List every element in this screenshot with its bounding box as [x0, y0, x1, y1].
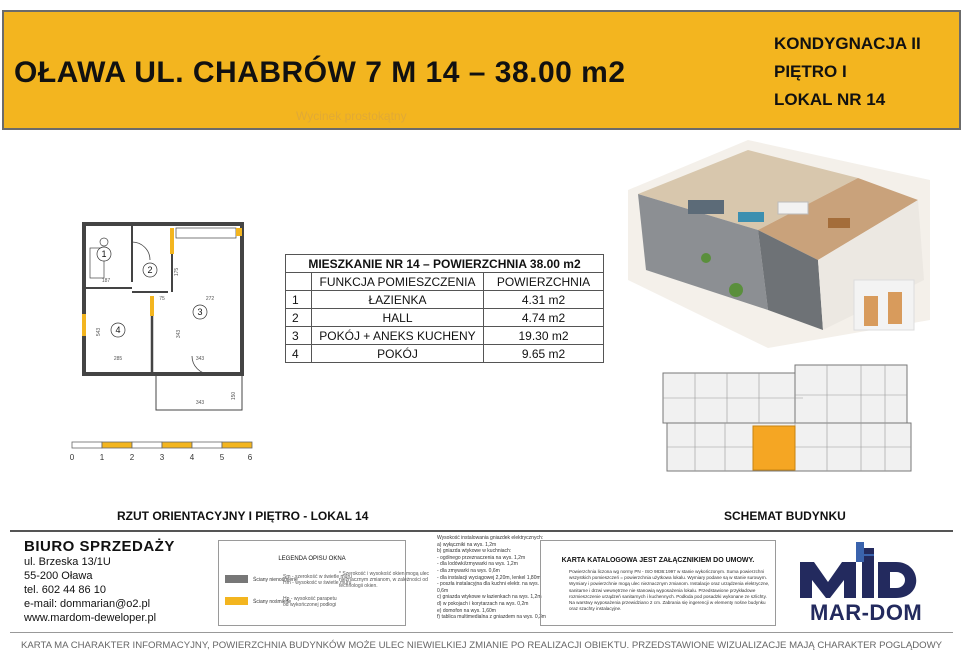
dimension-label: 150: [231, 391, 237, 401]
scale-label: 5: [219, 453, 225, 462]
office-street: ul. Brzeska 13/1U: [24, 556, 111, 568]
wall-swatch: [225, 575, 248, 583]
room-number-2: 2: [147, 265, 153, 275]
legend-note: Hm - wysokość w świetle muru: [283, 580, 352, 586]
floor-line-1: KONDYGNACJA II: [774, 34, 921, 53]
dimension-label: 543: [96, 327, 102, 337]
dimension-label: 187: [101, 278, 111, 284]
footer-divider: [10, 530, 953, 532]
scale-label: 1: [99, 453, 105, 462]
table-row: 2 HALL 4.74 m2: [286, 309, 604, 327]
info-body: Powierzchnia liczona wg normy PN - ISO 9836:1997 w stanie wykończonym. Suma powierzchni wszystkich pomieszczeń = powierzchnia użytkowa lokalu. Wymiary podane są w stanie surowym. Wymiary i powierzchnie mogą ulec nieznacznym zmianom. Instalacje oraz urządzenia elektryczne, sanitarne i drzwi wewnętrzne nie stanowią wyposażenia lokalu. Przedstawione przykładowe rozmieszczenie urządzeń sanitarnych i kuchennych. Podłoda pod posadzki wykonane ze szlichty. Na warstwy wyposażenia przewidziano 2 cm. Zabrania się ingerencji w elementy nośne budynku oraz szachty instalacyjne.: [569, 569, 770, 612]
installation-notes: Wysokość instalowania gniazdek elektrycznych: a) wyłączniki na wys. 1,2m b) gniazda wtykowe w kuchniach: - ogólnego przeznaczenia na wys. 1,2m - dla lodówki/zmywarki na wys. 1,2m - dla zmywarki na wys. 0,6m - dla instalacji wyciągowej 2,20m, lenkel 1,80m - poszła instalacyjna dla kuchni elektr. na wys. 0,6m c) gniazda wtykowe w łazienkach na wys. 1,2m d) w pokojach i korytarzach na wys. 0,2m e) domofon na wys. 1,60m f) tablica multimedialna z gniazdem na wys. 0,3m: [437, 535, 546, 621]
room-number-3: 3: [197, 307, 203, 317]
table-title: MIESZKANIE NR 14 – POWIERZCHNIA 38.00 m2: [286, 255, 604, 273]
window-legend: [218, 540, 430, 626]
plan-caption: RZUT ORIENTACYJNY I PIĘTRO - LOKAL 14: [117, 509, 369, 523]
dimension-label: 75: [159, 296, 165, 302]
sales-office: [24, 538, 175, 625]
table-header-num: [286, 273, 312, 291]
dimension-label: 272: [205, 296, 215, 302]
building-schema: [655, 363, 915, 483]
dimension-label: 343: [195, 400, 205, 406]
floor-line-2: PIĘTRO I: [774, 62, 847, 81]
office-city: 55-200 Oława: [24, 570, 93, 582]
scale-label: 0: [69, 453, 75, 462]
office-website[interactable]: www.mardom-deweloper.pl: [24, 612, 157, 624]
mar-dom-logo: [792, 540, 942, 602]
legend-note: Sm - szerokość w świetle muru: [283, 574, 352, 580]
dimension-label: 175: [174, 267, 180, 277]
catalog-info: [540, 540, 776, 626]
floor-info: [774, 30, 921, 114]
logo-name: MAR-DOM: [810, 600, 923, 625]
schema-caption: SCHEMAT BUDYNKU: [724, 509, 846, 523]
highlighted-unit: [753, 426, 795, 470]
scale-label: 3: [159, 453, 165, 462]
watermark-text: Wycinek prostokątny: [296, 109, 407, 123]
scale-label: 4: [189, 453, 195, 462]
bearing-wall-swatch: [225, 597, 248, 605]
dimension-label: 343: [176, 329, 182, 339]
legend-note: nieznacznym zmianom, w zależności od: [339, 577, 428, 583]
office-title: BIURO SPRZEDAŻY: [24, 538, 175, 555]
table-header-area: POWIERZCHNIA: [484, 273, 604, 291]
room-area-table: [285, 254, 604, 363]
scale-label: 2: [129, 453, 135, 462]
scale-bar: [66, 440, 256, 464]
scale-label: 6: [247, 453, 253, 462]
office-email[interactable]: e-mail: dommarian@o2.pl: [24, 598, 151, 610]
office-phone[interactable]: tel. 602 44 86 10: [24, 584, 106, 596]
floor-plan: [60, 210, 260, 420]
table-row: 4 POKÓJ 9.65 m2: [286, 345, 604, 363]
legend-note: technologii okien.: [339, 583, 378, 589]
room-number-4: 4: [115, 325, 121, 335]
floor-line-3: LOKAL NR 14: [774, 90, 886, 109]
table-row: 3 POKÓJ + ANEKS KUCHENY 19.30 m2: [286, 327, 604, 345]
legend-row-1: Ściany nienośmierie: [253, 577, 298, 583]
info-title: KARTA KATALOGOWA JEST ZAŁĄCZNIKIEM DO UMOWY.: [561, 557, 755, 564]
table-row: 1 ŁAZIENKA 4.31 m2: [286, 291, 604, 309]
legend-row-2: Ściany nośmierie: [253, 599, 292, 605]
disclaimer: KARTA MA CHARAKTER INFORMACYJNY, POWIERZCHNIA BUDYNKÓW MOŻE ULEC NIEWIELKIEJ ZMIANIE PO REALIZACJI OBIEKTU. PRZEDSTAWIONE WIZUALIZACJE MAJĄ CHARAKTER POGLĄDOWY: [10, 632, 953, 659]
dimension-label: 285: [113, 356, 123, 362]
legend-note: * Szerokość i wysokość okien mogą ulec: [339, 571, 430, 577]
apartment-3d-render: [618, 130, 933, 350]
header-banner: [2, 10, 961, 130]
header-title: OŁAWA UL. CHABRÓW 7 M 14 – 38.00 m2: [14, 56, 626, 89]
room-number-1: 1: [101, 249, 107, 259]
legend-title: LEGENDA OPISU OKNA: [278, 556, 346, 562]
dimension-label: 343: [195, 356, 205, 362]
legend-note: od wykończonej podłogi: [283, 602, 337, 608]
table-header-function: FUNKCJA POMIESZCZENIA: [312, 273, 484, 291]
legend-note: Hp - wysokość parapetu: [283, 596, 337, 602]
